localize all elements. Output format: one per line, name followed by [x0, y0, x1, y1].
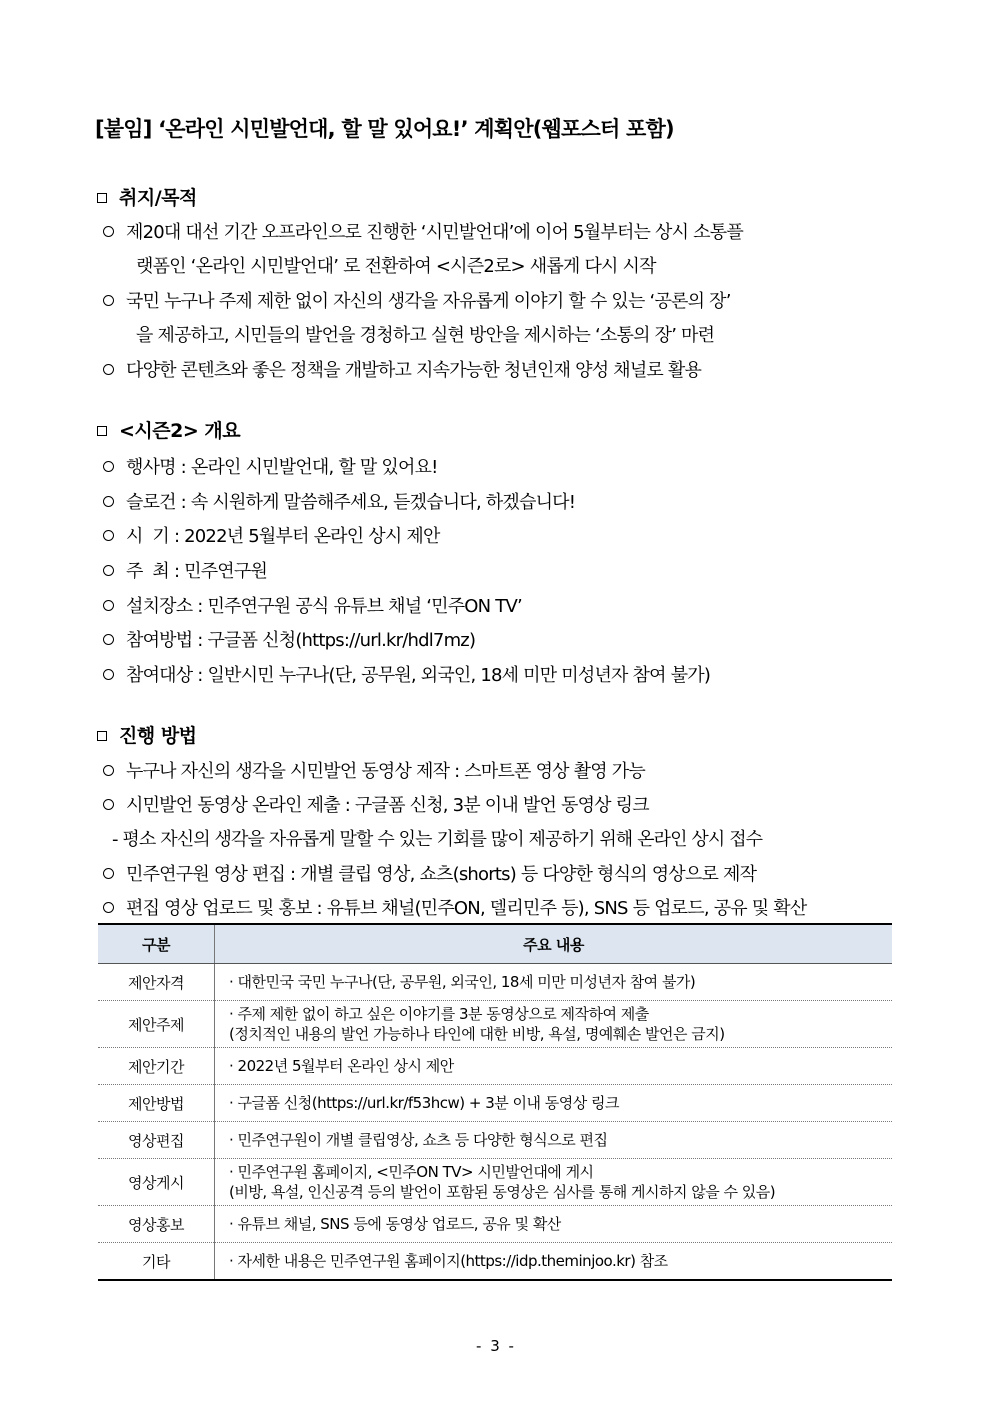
section-heading-overview: <시즌2> 개요 [97, 416, 240, 443]
list-item: 참여방법 : 구글폼 신청(https://url.kr/hdl7mz) [103, 626, 475, 652]
column-header-content: 주요 내용 [215, 924, 893, 964]
circle-bullet-icon [103, 496, 114, 507]
list-item: 참여대상 : 일반시민 누구나(단, 공무원, 외국인, 18세 미만 미성년자 참여 불가) [103, 661, 710, 687]
circle-bullet-icon [103, 634, 114, 645]
table-row [98, 1159, 892, 1206]
list-item: 민주연구원 영상 편집 : 개별 클립 영상, 쇼츠(shorts) 등 다양한 형식의 영상으로 제작 [103, 860, 756, 886]
row-content: · 구글폼 신청(https://url.kr/f53hcw) + 3분 이내 동영상 링크 [215, 1085, 893, 1122]
circle-bullet-icon [103, 295, 114, 306]
row-label: 영상게시 [98, 1159, 215, 1206]
list-item: 주 최 : 민주연구원 [103, 557, 267, 583]
table-header-row [98, 924, 892, 964]
table-row [98, 1206, 892, 1243]
list-item: 국민 누구나 주제 제한 없이 자신의 생각을 자유롭게 이야기 할 수 있는 ‘공론의 장’ [103, 287, 731, 313]
circle-bullet-icon [103, 226, 114, 237]
list-item: 슬로건 : 속 시원하게 말씀해주세요, 듣겠습니다, 하겠습니다! [103, 488, 575, 514]
table-row [98, 1122, 892, 1159]
circle-bullet-icon [103, 461, 114, 472]
row-content: · 대한민국 국민 누구나(단, 공무원, 외국인, 18세 미만 미성년자 참여 불가) [215, 964, 893, 1001]
list-item: 시민발언 동영상 온라인 제출 : 구글폼 신청, 3분 이내 발언 동영상 링크 [103, 791, 649, 817]
circle-bullet-icon [103, 530, 114, 541]
document-title: [붙임] ‘온라인 시민발언대, 할 말 있어요!’ 계획안(웹포스터 포함) [95, 117, 674, 141]
list-item: 다양한 콘텐츠와 좋은 정책을 개발하고 지속가능한 청년인재 양성 채널로 활용 [103, 356, 701, 382]
checkbox-bullet-icon [97, 426, 107, 436]
table-row [98, 1243, 892, 1281]
table-row [98, 1001, 892, 1048]
row-content: · 2022년 5월부터 온라인 상시 제안 [215, 1048, 893, 1085]
circle-bullet-icon [103, 902, 114, 913]
circle-bullet-icon [103, 669, 114, 680]
table-row [98, 1085, 892, 1122]
circle-bullet-icon [103, 600, 114, 611]
row-label: 제안주제 [98, 1001, 215, 1048]
row-content: · 유튜브 채널, SNS 등에 동영상 업로드, 공유 및 확산 [215, 1206, 893, 1243]
row-label: 영상편집 [98, 1122, 215, 1159]
summary-table [98, 923, 892, 1281]
row-label: 기타 [98, 1243, 215, 1281]
list-item: 편집 영상 업로드 및 홍보 : 유튜브 채널(민주ON, 델리민주 등), SNS 등 업로드, 공유 및 확산 [103, 894, 806, 920]
checkbox-bullet-icon [97, 193, 107, 203]
circle-bullet-icon [103, 565, 114, 576]
list-item: 제20대 대선 기간 오프라인으로 진행한 ‘시민발언대’에 이어 5월부터는 상시 소통플 [103, 218, 743, 244]
table-row [98, 1048, 892, 1085]
dash-sub-item: - 평소 자신의 생각을 자유롭게 말할 수 있는 기회를 많이 제공하기 위해 온라인 상시 접수 [112, 829, 763, 850]
page-number: - 3 - [476, 1337, 516, 1355]
row-content: · 주제 제한 없이 하고 싶은 이야기를 3분 동영상으로 제작하여 제출 (정치적인 내용의 발언 가능하나 타인에 대한 비방, 욕설, 명예훼손 발언은 금지) [215, 1001, 893, 1048]
list-item: 누구나 자신의 생각을 시민발언 동영상 제작 : 스마트폰 영상 촬영 가능 [103, 757, 645, 783]
checkbox-bullet-icon [97, 731, 107, 741]
row-content: · 민주연구원 홈페이지, <민주ON TV> 시민발언대에 게시 (비방, 욕설, 인신공격 등의 발언이 포함된 동영상은 심사를 통해 게시하지 않을 수 있음) [215, 1159, 893, 1206]
circle-bullet-icon [103, 868, 114, 879]
list-item-continuation: 을 제공하고, 시민들의 발언을 경청하고 실현 방안을 제시하는 ‘소통의 장’ 마련 [136, 325, 715, 346]
row-label: 제안자격 [98, 964, 215, 1001]
list-item-continuation: 랫폼인 ‘온라인 시민발언대’ 로 전환하여 <시즌2로> 새롭게 다시 시작 [136, 256, 656, 277]
row-label: 제안기간 [98, 1048, 215, 1085]
section-heading-purpose: 취지/목적 [97, 183, 197, 210]
circle-bullet-icon [103, 364, 114, 375]
circle-bullet-icon [103, 765, 114, 776]
row-label: 영상홍보 [98, 1206, 215, 1243]
row-content: · 자세한 내용은 민주연구원 홈페이지(https://idp.theminjoo.kr) 참조 [215, 1243, 893, 1281]
section-heading-method: 진행 방법 [97, 721, 197, 748]
list-item: 행사명 : 온라인 시민발언대, 할 말 있어요! [103, 453, 438, 479]
row-content: · 민주연구원이 개별 클립영상, 쇼츠 등 다양한 형식으로 편집 [215, 1122, 893, 1159]
table-row [98, 964, 892, 1001]
column-header-category: 구분 [98, 924, 215, 964]
row-label: 제안방법 [98, 1085, 215, 1122]
list-item: 설치장소 : 민주연구원 공식 유튜브 채널 ‘민주ON TV’ [103, 592, 522, 618]
circle-bullet-icon [103, 799, 114, 810]
list-item: 시 기 : 2022년 5월부터 온라인 상시 제안 [103, 522, 440, 548]
